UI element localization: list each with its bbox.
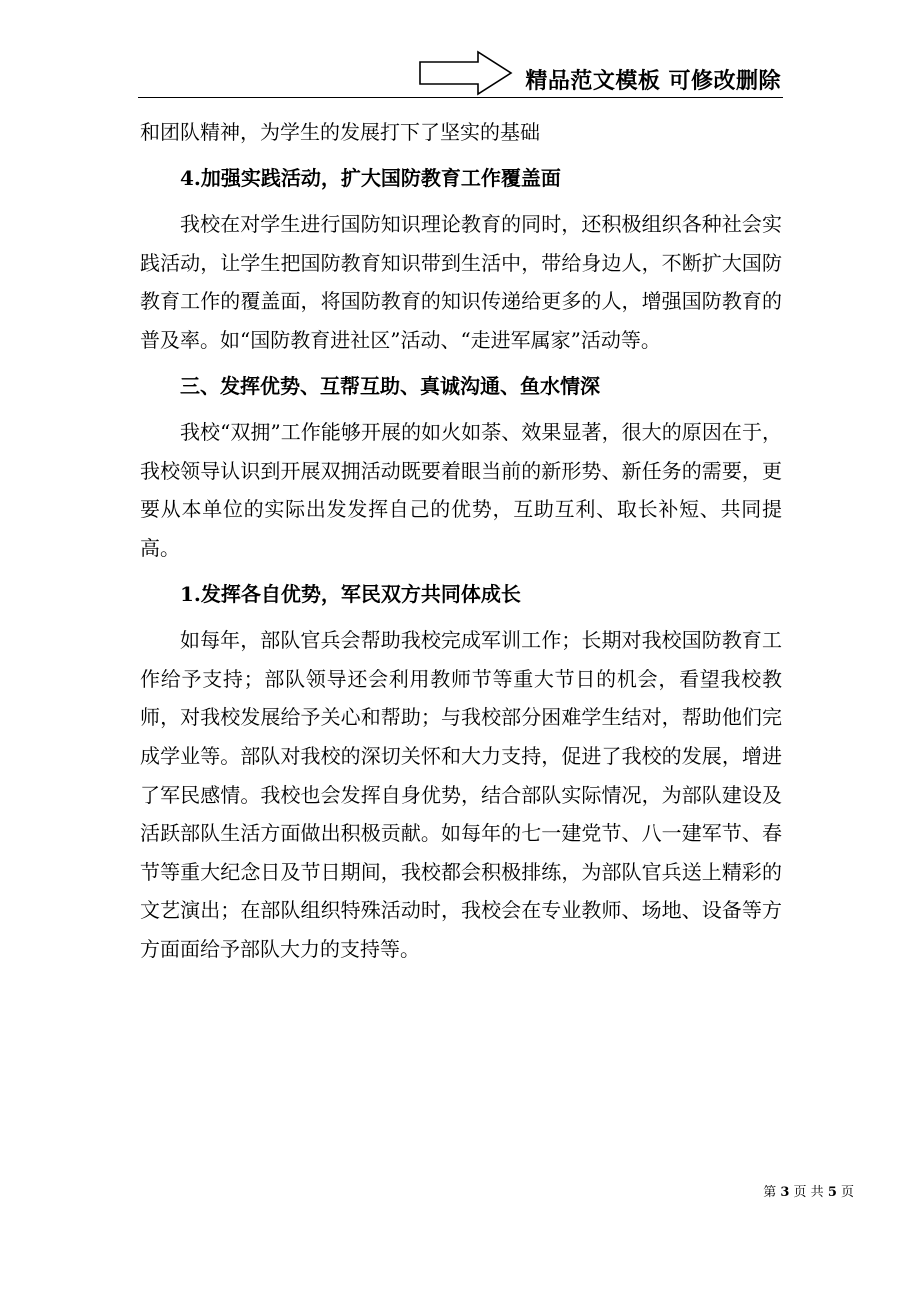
document-body <box>140 113 782 968</box>
page-number-middle: 页 共 <box>789 1185 828 1200</box>
page-header <box>138 50 783 98</box>
section-heading-advantages: 三、发挥优势、互帮互助、真诚沟通、鱼水情深 <box>180 374 600 399</box>
page-number-prefix: 第 <box>763 1185 781 1200</box>
section-heading-growth: 1.发挥各自优势，军民双方共同体成长 <box>180 582 521 607</box>
page-number-suffix: 页 <box>836 1185 854 1200</box>
header-divider <box>138 97 783 98</box>
page-number-current: 3 <box>780 1185 790 1200</box>
paragraph-advantages: 我校“双拥”工作能够开展的如火如荼、效果显著，很大的原因在于，我校领导认识到开展双拥活动既要着眼当前的新形势、新任务的需要，更要从本单位的实际出发发挥自己的优势，互助互利、取长补短、共同提高。 <box>140 420 782 560</box>
header-title: 精品范文模板 可修改删除 <box>525 69 781 94</box>
page-number-total: 5 <box>827 1185 837 1200</box>
paragraph-continuation: 和团队精神，为学生的发展打下了坚实的基础 <box>140 120 540 144</box>
page-number <box>763 1181 854 1200</box>
arrow-right-icon <box>418 50 513 96</box>
paragraph-growth: 如每年，部队官兵会帮助我校完成军训工作；长期对我校国防教育工作给予支持；部队领导还会利用教师节等重大节日的机会，看望我校教师，对我校发展给予关心和帮助；与我校部分困难学生结对，帮助他们完成学业等。部队对我校的深切关怀和大力支持，促进了我校的发展，增进了军民感情。我校也会发挥自身优势，结合部队实际情况，为部队建设及活跃部队生活方面做出积极贡献。如每年的七一建党节、八一建军节、春节等重大纪念日及节日期间，我校都会积极排练，为部队官兵送上精彩的文艺演出；在部队组织特殊活动时，我校会在专业教师、场地、设备等方方面面给予部队大力的支持等。 <box>140 628 782 961</box>
paragraph-practice: 我校在对学生进行国防知识理论教育的同时，还积极组织各种社会实践活动，让学生把国防教育知识带到生活中，带给身边人，不断扩大国防教育工作的覆盖面，将国防教育的知识传递给更多的人，增强国防教育的普及率。如“国防教育进社区”活动、“走进军属家”活动等。 <box>140 212 782 352</box>
section-heading-practice: 4.加强实践活动，扩大国防教育工作覆盖面 <box>180 166 561 191</box>
